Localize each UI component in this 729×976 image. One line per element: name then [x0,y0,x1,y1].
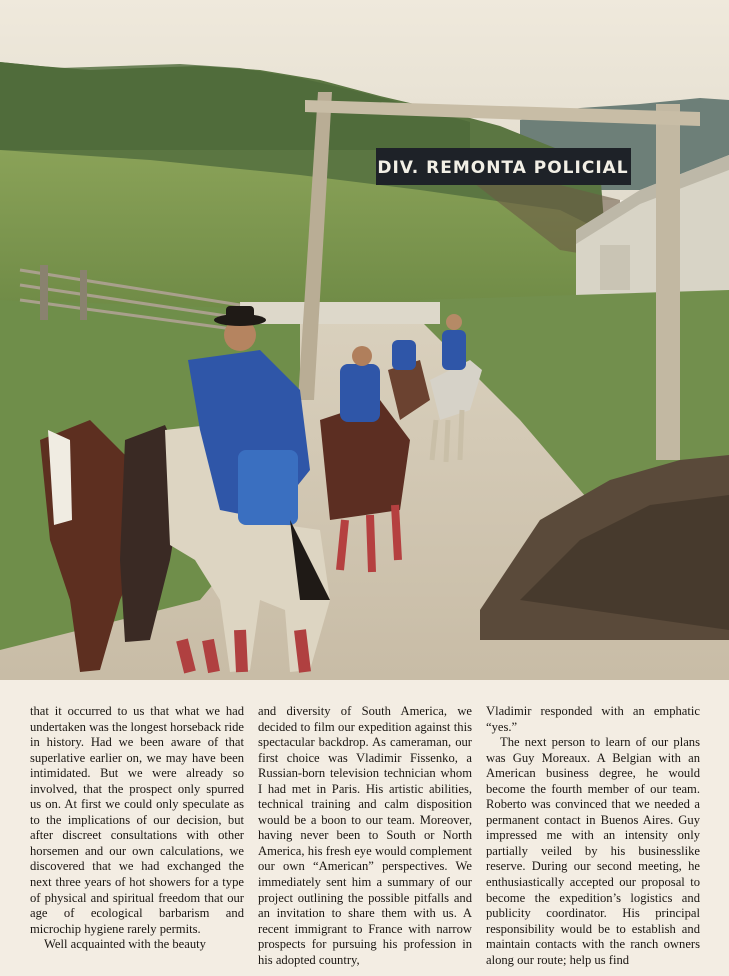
paragraph: and diversity of South America, we decided to film our expedition against this spectacular backdrop. As cameraman, our first choice was Vladimir Fissenko, a Russian-born television technician whom I had met in Paris. His artistic abilities, technical training and calm disposition would be a boon to our team. Moreover, having never been to South or North America, his fresh eye would complement our own “American” perspectives. We immediately sent him a summary of our project outlining the possible pitfalls and an invitation to share them with us. A recent immigrant to France with narrow prospects for pursuing his profession in his adopted country, [258,704,472,967]
far-structure [240,302,440,324]
article-text [0,680,729,976]
paragraph: Vladimir responded with an emphatic “yes.” [486,704,700,734]
text-column-1 [30,704,244,953]
gate-sign-text: DIV. REMONTA POLICIAL [377,158,629,178]
gate-right-post [656,104,680,460]
text-column-3 [486,704,700,968]
text-column-2 [258,704,472,968]
paragraph: Well acquainted with the beauty [44,937,206,952]
paragraph: The next person to learn of our plans was Guy Moreaux. A Belgian with an American business degree, he would become the fourth member of our team. Roberto was convinced that we needed a permanent contact in Buenos Aires. Guy impressed me with an intensity only partially veiled by his businesslike reserve. During our second meeting, he enthusiastically accepted our proposal to become the expedition’s logistics and publicity coordinator. His principal responsibility would be to establish and maintain contacts with the ranch owners along our route; help us find [486,735,700,967]
paragraph: that it occurred to us that what we had undertaken was the longest horseback ride in history. Had we been aware of that superlative earlier on, we may have been intimidated. But we were already so involved, that the prospect only spurred us on. At first we could only speculate as to the implications of our decision, but after discreet consultations with other horsemen and our own calculations, we discovered that we had exchanged the next three years of hot showers for a type of physical and spiritual freedom that our age of ecological barbarism and microchip hygiene rarely permits. [30,704,244,936]
